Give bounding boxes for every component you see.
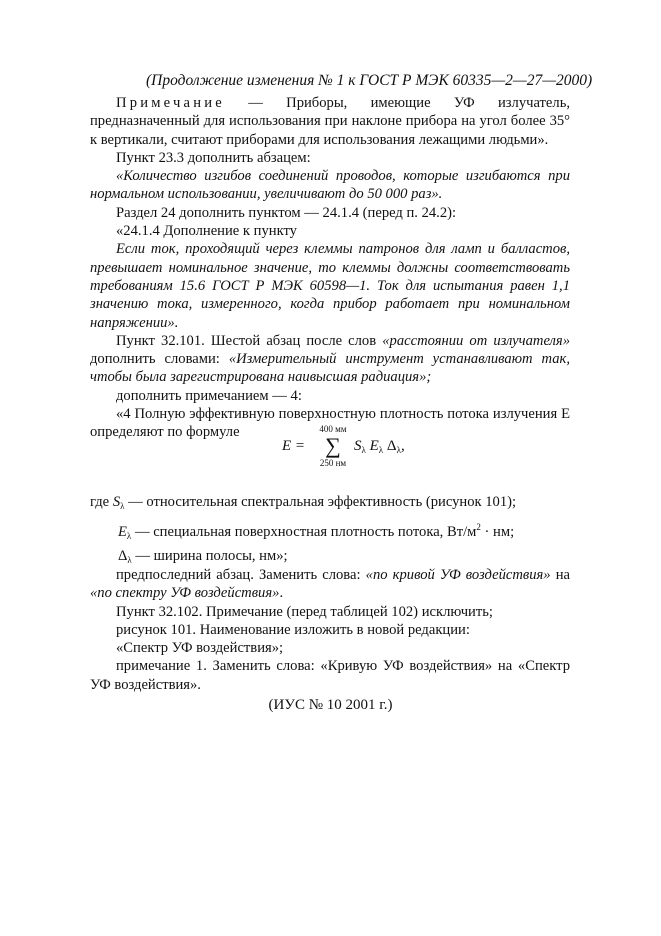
- page-header: (Продолжение изменения № 1 к ГОСТ Р МЭК 60335—2—27—2000): [146, 72, 593, 89]
- paragraph-32-101: [90, 332, 570, 387]
- def-s-sub: λ: [120, 501, 125, 511]
- p7-quote-2: «по спектру УФ воздействия»: [90, 585, 280, 602]
- formula-lhs: E =: [282, 438, 306, 454]
- paragraph-note-1: примечание 1. Заменить слова: «Кривую УФ воздействия» на «Спектр УФ воздействия».: [90, 658, 570, 693]
- note-text: — Приборы, имеющие УФ излучатель, предназначенный для использования при наклоне прибора на угол более 35° к вертикали, считают приборами для использования лежащими людьми».: [90, 95, 570, 148]
- p4-start: Пункт 32.101. Шестой абзац после слов: [116, 332, 383, 349]
- formula-sub-3: λ: [396, 445, 401, 455]
- formula-e: E: [369, 438, 379, 454]
- p4-quote-2: «Измерительный инструмент устанавливают так, чтобы была зарегистрирована наивысшая радиация»;: [90, 351, 570, 386]
- sum-upper-limit: 400 мм: [319, 424, 347, 434]
- formula-sum: [314, 424, 352, 468]
- p7-mid: на: [550, 567, 571, 583]
- sum-lower-limit: 250 нм: [319, 458, 347, 468]
- formula: [282, 424, 442, 472]
- p7-quote-1: «по кривой УФ воздействия»: [365, 567, 551, 583]
- def-e-sup: 2: [476, 522, 481, 532]
- paragraph-new-title: «Спектр УФ воздействия»;: [116, 640, 284, 657]
- definition-s: [90, 494, 516, 511]
- document-body-after: [90, 566, 570, 694]
- def-d-text: — ширина полосы, нм»;: [131, 548, 288, 564]
- formula-delta: Δ: [386, 438, 397, 454]
- page-footer: (ИУС № 10 2001 г.): [268, 697, 393, 713]
- formula-sub-2: λ: [378, 445, 384, 455]
- paragraph-32-102: Пункт 32.102. Примечание (перед таблицей 102) исключить;: [116, 603, 493, 620]
- formula-rhs: [354, 438, 405, 455]
- def-s-symbol: S: [112, 494, 121, 510]
- paragraph-formula-intro: «4 Полную эффективную поверхностную плотность потока излучения E определяют по формуле: [90, 406, 570, 441]
- quote-24-1-4: Если ток, проходящий через клеммы патронов для ламп и балластов, превышает номинальное значение, то клеммы должны соответствовать требованиям 15.6 ГОСТ Р МЭК 60598—1. Ток для испытания равен 1,1 значению тока, измеренного, когда прибор работает при номинальном напряжении».: [90, 241, 570, 331]
- paragraph-figure-101: рисунок 101. Наименование изложить в новой редакции:: [116, 621, 470, 638]
- definition-delta: [118, 548, 288, 565]
- def-e-symbol: E: [118, 523, 127, 540]
- note-label: Примечание: [116, 95, 225, 111]
- def-e-sub: λ: [126, 530, 132, 541]
- p4-quote-1: «расстоянии от излучателя»: [382, 332, 570, 349]
- def-intro: где: [90, 494, 110, 510]
- def-e-text: — специальная поверхностная плотность потока, Вт/м: [131, 523, 477, 540]
- paragraph-note-4: дополнить примечанием — 4:: [116, 387, 302, 404]
- def-d-sub: λ: [127, 555, 132, 565]
- formula-end: ,: [400, 438, 405, 454]
- def-d-symbol: Δ: [118, 548, 128, 564]
- document-body: [90, 94, 570, 442]
- p7-end: .: [279, 585, 284, 602]
- formula-s: S: [354, 438, 362, 454]
- quote-23-3: «Количество изгибов соединений проводов, которые изгибаются при нормальном использовании, увеличивают до 50 000 раз».: [90, 168, 570, 203]
- paragraph-24-1-4: «24.1.4 Дополнение к пункту: [116, 223, 297, 240]
- p7-start: предпоследний абзац. Заменить слова:: [116, 567, 366, 583]
- definition-e: [118, 522, 514, 541]
- paragraph-23-3: Пункт 23.3 дополнить абзацем:: [116, 149, 311, 166]
- paragraph-penultimate: [90, 566, 570, 603]
- p4-mid: дополнить словами:: [90, 351, 229, 368]
- note-paragraph: [90, 94, 570, 149]
- def-s-text: — относительная спектральная эффективность (рисунок 101);: [124, 494, 517, 510]
- sigma-symbol: ∑: [325, 433, 341, 458]
- formula-sub-1: λ: [361, 445, 366, 455]
- def-e-tail: · нм;: [480, 523, 515, 540]
- paragraph-24: Раздел 24 дополнить пунктом — 24.1.4 (перед п. 24.2):: [116, 204, 457, 221]
